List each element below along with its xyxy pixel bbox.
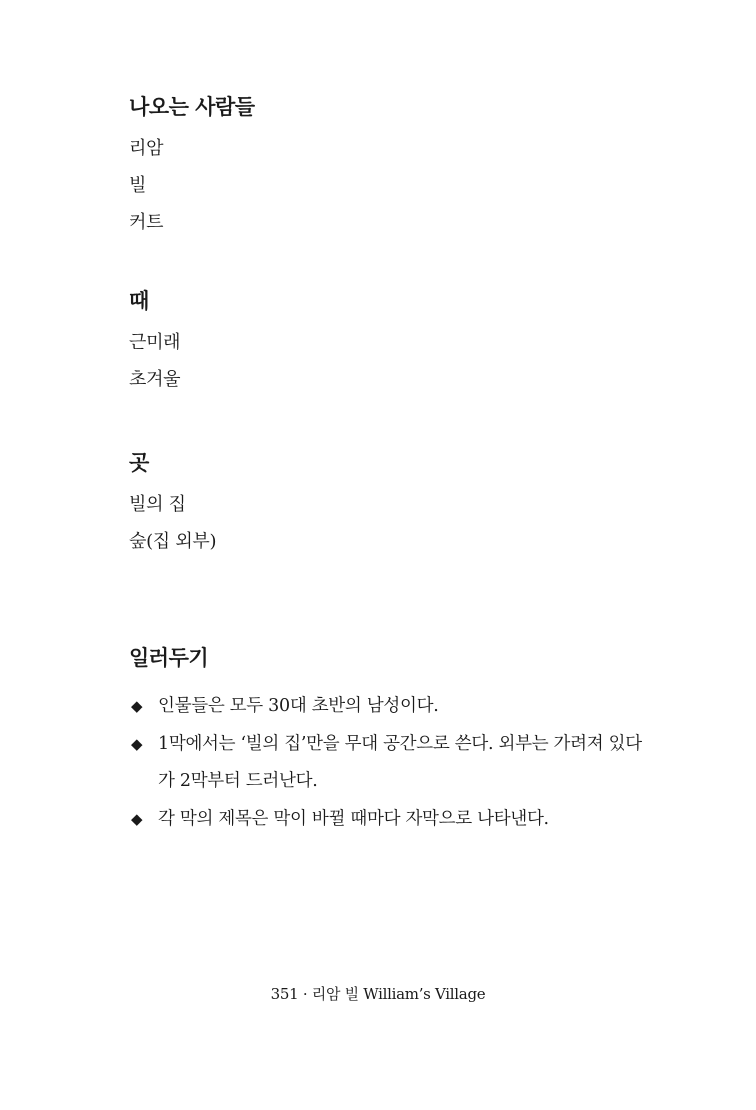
notes-heading: 일러두기: [129, 646, 209, 670]
diamond-bullet-icon: ◆: [131, 697, 143, 715]
notes-list: [129, 688, 657, 838]
place-item: 빌의 집: [129, 494, 186, 515]
cast-item: 리암: [129, 138, 164, 159]
note-text: 인물들은 모두 30대 초반의 남성이다.: [158, 696, 439, 716]
note-text: 각 막의 제목은 막이 바뀔 때마다 자막으로 나타낸다.: [158, 809, 549, 829]
note-item: [129, 726, 657, 800]
page-footer: 351 · 리암 빌 William’s Village: [270, 985, 486, 1003]
diamond-bullet-icon: ◆: [131, 810, 143, 828]
note-item: [129, 801, 657, 838]
cast-heading: 나오는 사람들: [129, 95, 255, 119]
place-heading: 곳: [129, 451, 149, 475]
time-section: [129, 287, 669, 392]
cast-section: [129, 93, 669, 235]
cast-item: 빌: [129, 175, 147, 196]
place-item: 숲(집 외부): [129, 531, 217, 552]
note-text: 1막에서는 ‘빌의 집’만을 무대 공간으로 쓴다. 외부는 가려져 있다가 2막부터 드러난다.: [158, 734, 642, 791]
diamond-bullet-icon: ◆: [131, 735, 143, 753]
notes-section: [129, 644, 657, 839]
time-item: 근미래: [129, 332, 181, 353]
time-item: 초겨울: [129, 369, 181, 390]
time-heading: 때: [129, 289, 149, 313]
place-section: [129, 449, 669, 554]
cast-item: 커트: [129, 212, 164, 233]
note-item: [129, 688, 657, 725]
